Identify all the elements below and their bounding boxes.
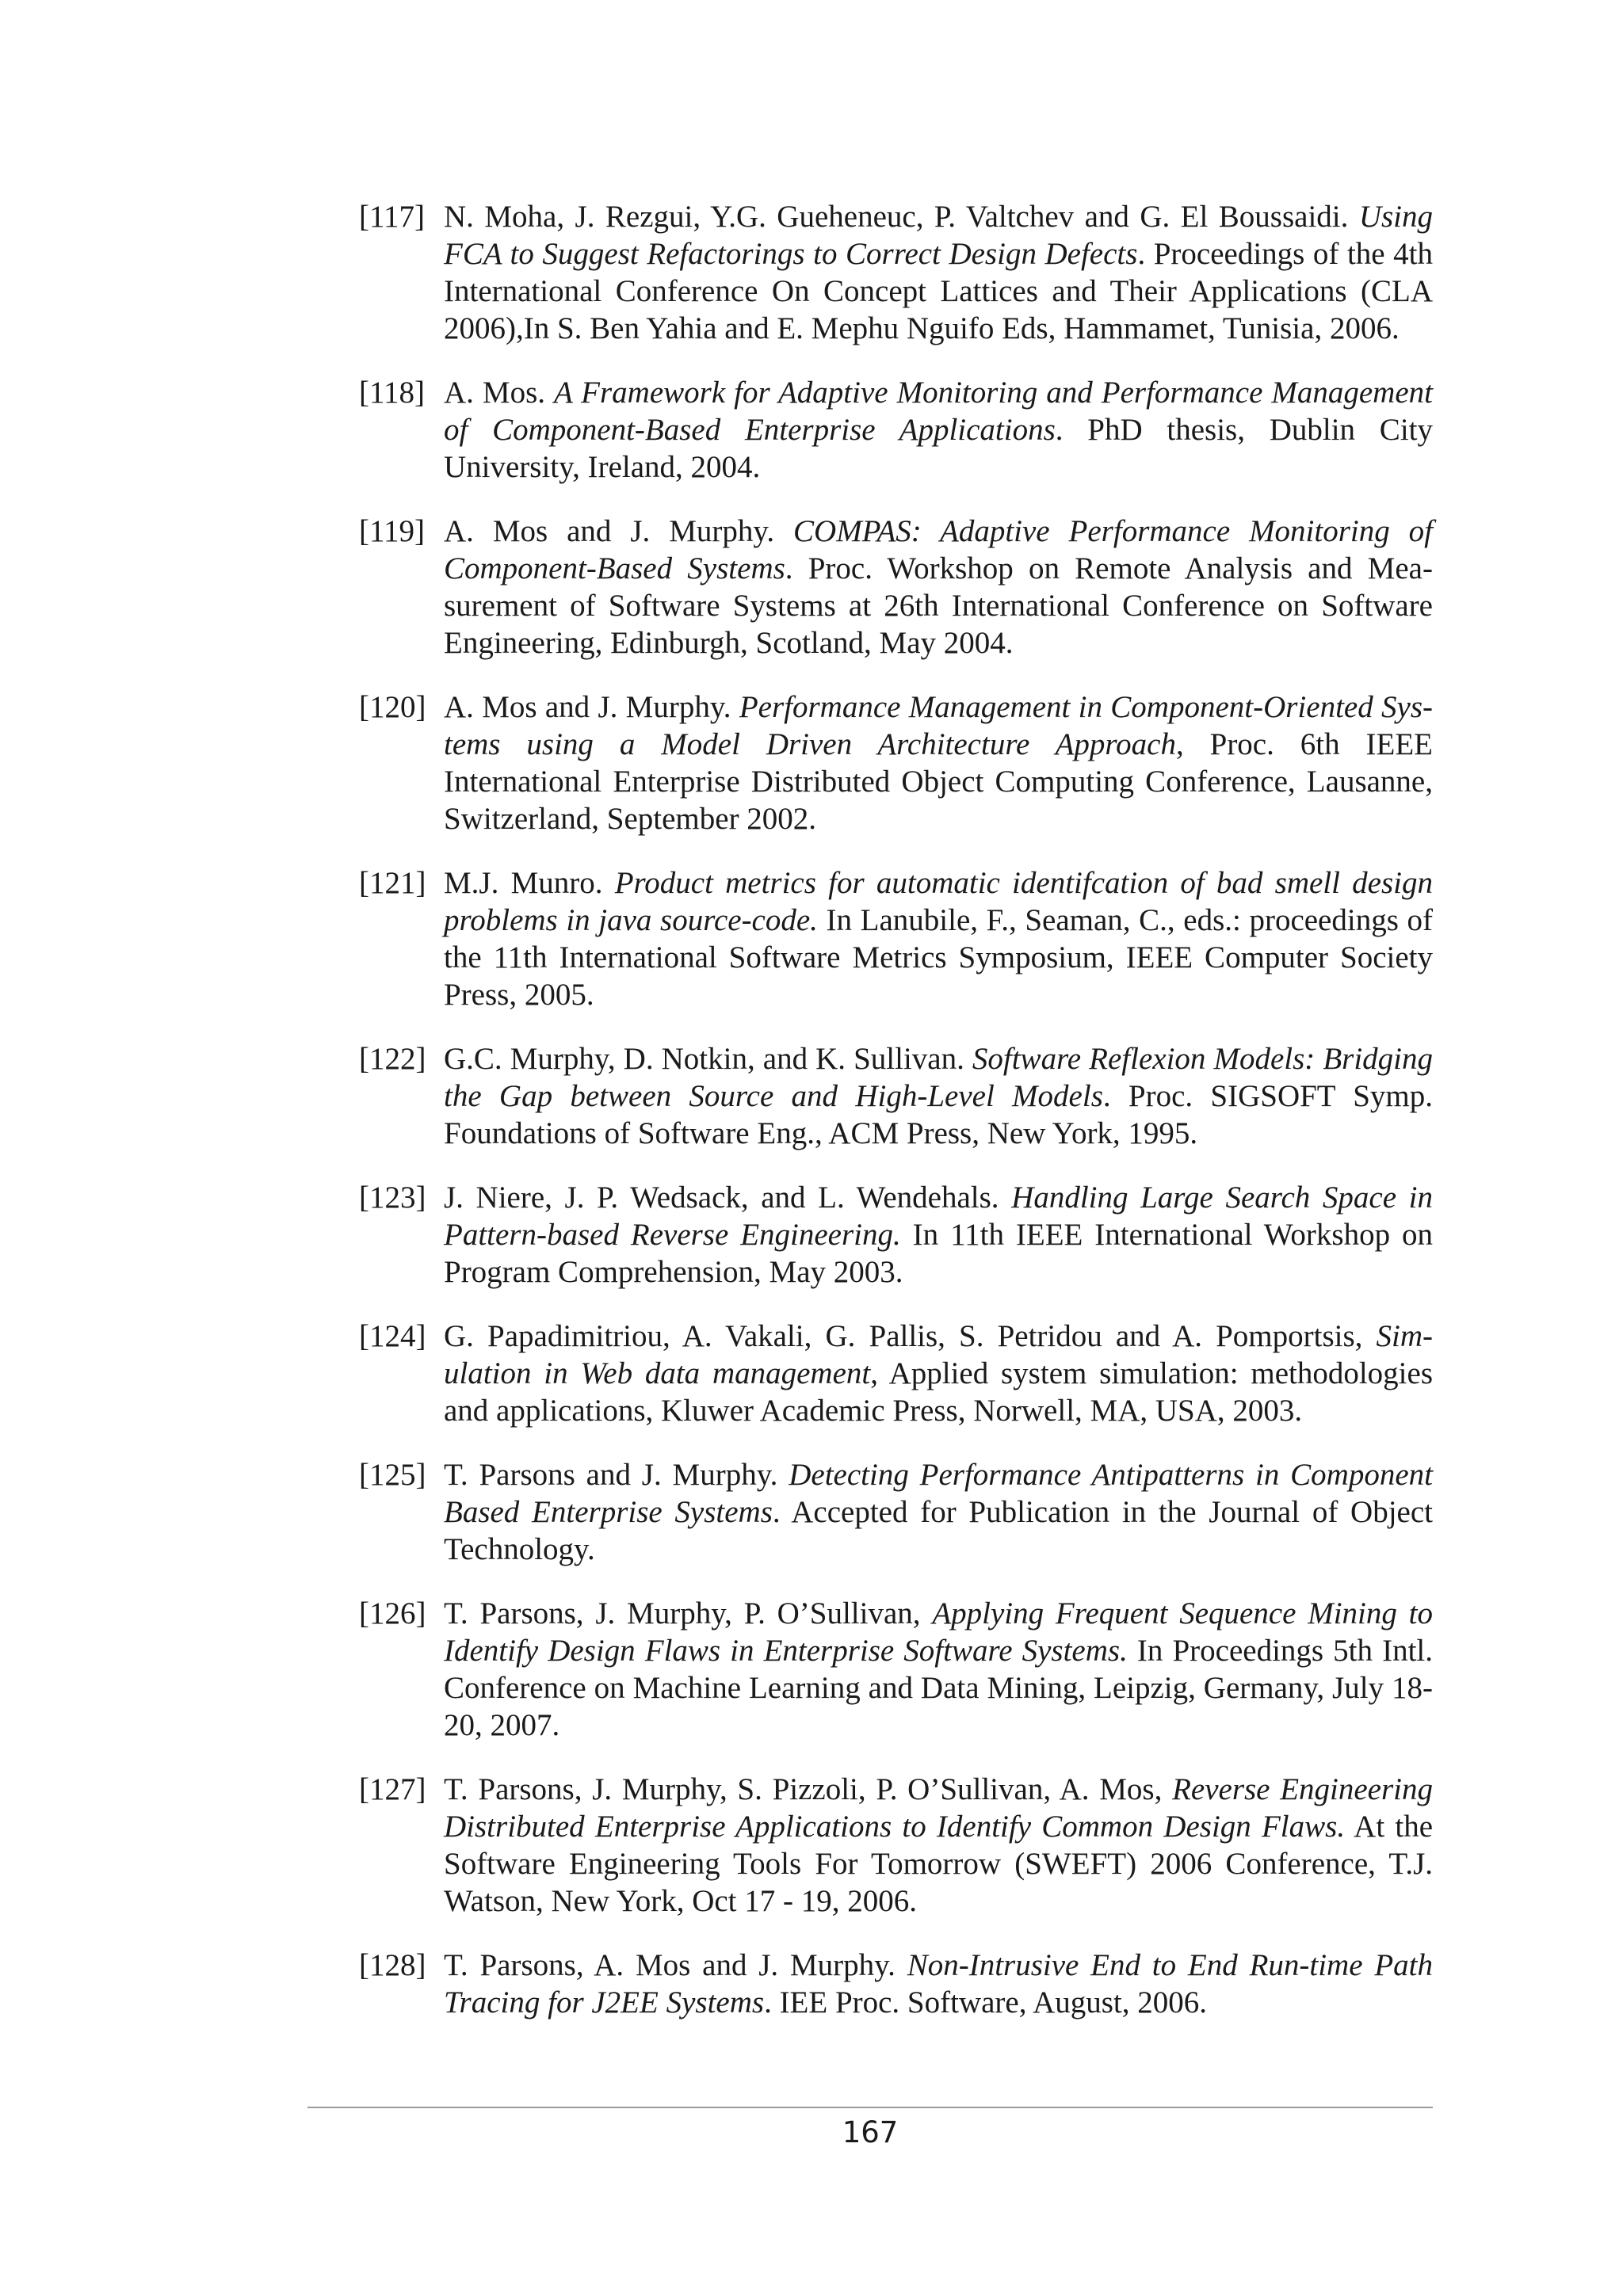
bib-entry-details: . Proc. Workshop on Remote Analysis and Measurement of Software Systems at 26th International Conference on Software Engineering, Edinburgh, Scotland, May 2004.	[444, 551, 1433, 660]
bib-entry-label: [128]	[359, 1948, 426, 1982]
bib-entry-text	[444, 688, 1433, 837]
bib-entry-title: Simulation in Web data management	[444, 1319, 1433, 1390]
bib-entry-authors: A. Mos.	[444, 376, 555, 410]
bib-entry-text	[444, 1318, 1433, 1429]
bib-entry-label: [123]	[359, 1180, 426, 1215]
bib-entry-label: [124]	[359, 1319, 426, 1353]
bib-entry-authors: T. Parsons and J. Murphy.	[444, 1458, 789, 1492]
bib-entry-details: , Applied system simulation: methodologies and applications, Kluwer Academic Press, Norwell, MA, USA, 2003.	[444, 1356, 1433, 1428]
bib-entry-label: [120]	[359, 690, 426, 724]
bib-entry-text	[444, 1771, 1433, 1920]
bib-entry	[359, 374, 1433, 486]
bib-entry-authors: G.C. Murphy, D. Notkin, and K. Sullivan.	[444, 1042, 972, 1076]
bib-entry	[359, 1179, 1433, 1291]
bib-entry-details: In Lanubile, F., Seaman, C., eds.: proceedings of the 11th International Software Metrics Symposium, IEEE Computer Society Press, 2005.	[444, 903, 1433, 1012]
bib-entry-title: Applying Frequent Sequence Mining to Identify Design Flaws in Enterprise Software Systems.	[444, 1596, 1433, 1668]
page-number: 167	[842, 2115, 899, 2149]
bib-entry-details: , Proc. 6th IEEE International Enterprise Distributed Object Computing Conference, Lausanne, Switzerland, September 2002.	[444, 727, 1433, 836]
bib-entry-details: . PhD thesis, Dublin City University, Ireland, 2004.	[444, 413, 1433, 484]
bib-entry	[359, 688, 1433, 837]
bib-entry-details: At the Software Engineering Tools For Tomorrow (SWEFT) 2006 Conference, T.J. Watson, New York, Oct 17 - 19, 2006.	[444, 1810, 1434, 1918]
bib-entry-authors: T. Parsons, J. Murphy, P. O’Sullivan,	[444, 1596, 933, 1630]
bib-entry-title: Performance Management in Component-Oriented Systems using a Model Driven Architecture Approach	[444, 690, 1434, 761]
bib-entry-title: Handling Large Search Space in Pattern-based Reverse Engineering.	[444, 1180, 1433, 1252]
bib-entry-label: [121]	[359, 866, 426, 900]
bib-entry-authors: T. Parsons, A. Mos and J. Murphy.	[444, 1948, 907, 1982]
bib-entry-text	[444, 1040, 1433, 1152]
bib-entry-title: Product metrics for automatic identifcation of bad smell design problems in java source-code.	[444, 866, 1433, 937]
bib-entry-title: Software Reflexion Models: Bridging the Gap between Source and High-Level Models	[444, 1042, 1433, 1113]
bib-entry-label: [117]	[359, 200, 426, 234]
bib-entry	[359, 1318, 1433, 1429]
bib-entry	[359, 1456, 1433, 1568]
bib-entry-title: COMPAS: Adaptive Performance Monitoring of Component-Based Systems	[444, 514, 1434, 585]
bib-entry	[359, 513, 1433, 662]
bib-entry-label: [125]	[359, 1458, 426, 1492]
bib-entry-authors: G. Papadimitriou, A. Vakali, G. Pallis, S. Petridou and A. Pomportsis,	[444, 1319, 1377, 1353]
bib-entry-details: . Accepted for Publication in the Journal of Object Technology.	[444, 1495, 1433, 1566]
bib-entry	[359, 1040, 1433, 1152]
bib-entry-text	[444, 1947, 1433, 2021]
bib-entry-text	[444, 1595, 1433, 1744]
bib-entry-label: [126]	[359, 1596, 426, 1630]
bib-entry-label: [127]	[359, 1772, 426, 1806]
bib-entry-title: Using FCA to Suggest Refactorings to Correct Design Defects	[444, 200, 1433, 271]
bib-entry-authors: T. Parsons, J. Murphy, S. Pizzoli, P. O’Sullivan, A. Mos,	[444, 1772, 1173, 1806]
bibliography-list	[359, 198, 1433, 2048]
bib-entry	[359, 1771, 1433, 1920]
bib-entry-title: A Framework for Adaptive Monitoring and Performance Management of Component-Based Enterprise Applications	[444, 376, 1433, 447]
bib-entry-label: [118]	[359, 376, 426, 410]
bib-entry-authors: N. Moha, J. Rezgui, Y.G. Gueheneuc, P. Valtchev and G. El Boussaidi.	[444, 200, 1359, 234]
bib-entry-authors: M.J. Munro.	[444, 866, 615, 900]
bib-entry-authors: J. Niere, J. P. Wedsack, and L. Wendehals.	[444, 1180, 1012, 1215]
bib-entry-details: In Proceedings 5th Intl. Conference on Machine Learning and Data Mining, Leipzig, Germany, July 18-20, 2007.	[444, 1634, 1433, 1742]
bib-entry	[359, 198, 1433, 347]
footer-divider	[307, 2107, 1433, 2108]
bib-entry-title: Reverse Engineering Distributed Enterprise Applications to Identify Common Design Flaws.	[444, 1772, 1433, 1844]
bib-entry-title: Non-Intrusive End to End Run-time Path Tracing for J2EE Systems	[444, 1948, 1433, 2019]
bib-entry-text	[444, 864, 1433, 1013]
bib-entry-text	[444, 374, 1433, 486]
bib-entry-label: [119]	[359, 514, 426, 548]
bib-entry-text	[444, 513, 1433, 662]
bib-entry-details: . IEE Proc. Software, August, 2006.	[764, 1985, 1207, 2019]
bib-entry-details: . Proceedings of the 4th International Conference On Concept Lattices and Their Applications (CLA 2006),In S. Ben Yahia and E. Mephu Nguifo Eds, Hammamet, Tunisia, 2006.	[444, 237, 1433, 345]
bib-entry-text	[444, 1179, 1433, 1291]
bib-entry-text	[444, 1456, 1433, 1568]
bib-entry-authors: A. Mos and J. Murphy.	[444, 514, 794, 548]
bib-entry-title: Detecting Performance Antipatterns in Component Based Enterprise Systems	[444, 1458, 1433, 1529]
bib-entry-details: In 11th IEEE International Workshop on Program Comprehension, May 2003.	[444, 1218, 1433, 1289]
bib-entry-authors: A. Mos and J. Murphy.	[444, 690, 739, 724]
bib-entry	[359, 864, 1433, 1013]
bib-entry-label: [122]	[359, 1042, 426, 1076]
bib-entry	[359, 1947, 1433, 2021]
bib-entry	[359, 1595, 1433, 1744]
bib-entry-details: . Proc. SIGSOFT Symp. Foundations of Software Eng., ACM Press, New York, 1995.	[444, 1079, 1433, 1150]
bib-entry-text	[444, 198, 1433, 347]
